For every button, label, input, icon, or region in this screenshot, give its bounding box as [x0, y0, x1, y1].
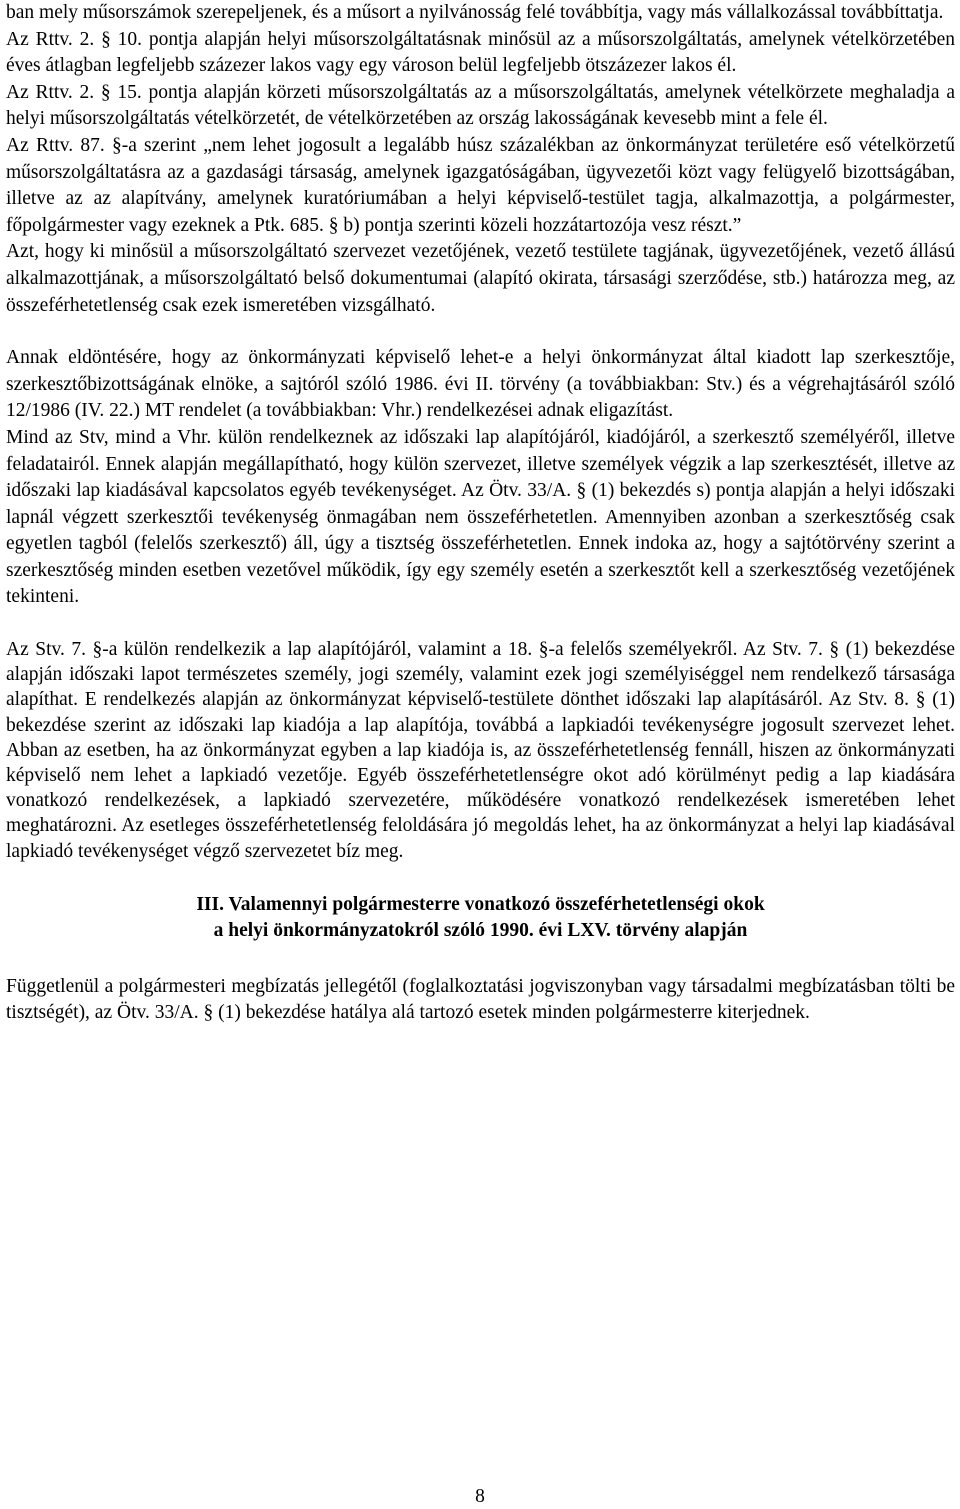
- paragraph-vezeto: Azt, hogy ki minősül a műsorszolgáltató szervezet vezetőjének, vezető testülete tagjának, ügyvezetőjének, vezető állású alkalmazottjának, a műsorszolgáltató belső dokumentumai (alapító okirata, társasági szerződése, stb.) határozza meg, az összeférhetetlenség csak ezek ismeretében vizsgálható.: [6, 241, 955, 316]
- document-page: [6, 0, 955, 1027]
- section-heading-line-2: a helyi önkormányzatokról szóló 1990. évi LXV. törvény alapján: [213, 919, 748, 941]
- paragraph-rttv-15: Az Rttv. 2. § 15. pontja alapján körzeti műsorszolgáltatás az a műsorszolgáltatás, amelynek vételkörzete meghaladja a helyi műsorszolgáltatás vételkörzetét, de vételkörzetében az ország lakosságának kevesebb mint a fele él.: [6, 81, 955, 130]
- paragraph-stv-7: Az Stv. 7. §-a külön rendelkezik a lap alapítójáról, valamint a 18. §-a felelős személyekről. Az Stv. 7. § (1) bekezdése alapján időszaki lapot természetes személy, jogi személy, valamint ezek jogi személyiséggel nem rendelkező társasága alapíthat. E rendelkezés alapján az önkormányzat képviselő-testülete dönthet időszaki lap alapításáról. Az Stv. 8. § (1) bekezdése szerint az időszaki lap kiadója a lap alapítója, továbbá a lapkiadói tevékenységre jogosult szervezet lehet. Abban az esetben, ha az önkormányzat egyben a lap kiadója is, az összeférhetetlenség fennáll, hiszen az önkormányzati képviselő nem lehet a lapkiadó vezetője. Egyéb összeférhetetlenségre okot adó körülményt pedig a lap kiadására vonatkozó rendelkezések, a lapkiadó szervezetére, működésére vonatkozó rendelkezések ismeretében lehet meghatározni. Az esetleges összeférhetetlenség feloldására jó megoldás lehet, ha az önkormányzat a helyi lap kiadásával lapkiadó tevékenységet végző szervezetet bíz meg.: [6, 639, 955, 862]
- section-heading: [6, 892, 955, 944]
- paragraph-rttv-87: Az Rttv. 87. §-a szerint „nem lehet jogosult a legalább húsz százalékban az önkormányzat területére eső vételkörzetű műsorszolgáltatásra az a gazdasági társaság, amelynek igazgatóságában, ügyvezetői közt vagy felügyelő bizottságában, illetve az az alapítvány, amelynek kuratóriumában a helyi képviselő-testület tagja, alkalmazottja, a polgármester, főpolgármester vagy ezeknek a Ptk. 685. § b) pontja szerinti közeli hozzátartozója vesz részt.”: [6, 134, 955, 236]
- section-heading-line-1: III. Valamennyi polgármesterre vonatkozó összeférhetetlenségi okok: [196, 893, 765, 915]
- page-number: 8: [475, 1486, 485, 1507]
- paragraph-stv-vhr: Mind az Stv, mind a Vhr. külön rendelkeznek az időszaki lap alapítójáról, kiadójáról, a szerkesztő személyéről, illetve feladatairól. Ennek alapján megállapítható, hogy külön szervezet, illetve személyek végzik a lap szerkesztését, illetve az időszaki lap kiadásával kapcsolatos egyéb tevékenységet. Az Ötv. 33/A. § (1) bekezdés s) pontja alapján a helyi időszaki lapnál végzett szerkesztői tevékenység önmagában nem összeférhetetlen. Amennyiben azonban a szerkesztőség csak egyetlen tagból (felelős szerkesztő) áll, úgy a tisztség összeférhetetlen. Ennek indoka az, hogy a sajtótörvény szerint a szerkesztőség minden esetben vezetővel működik, így egy személy esetén a szerkesztőt kell a szerkesztőség vezetőjének tekinteni.: [6, 426, 955, 608]
- paragraph-stv-intro: Annak eldöntésére, hogy az önkormányzati képviselő lehet-e a helyi önkormányzat által kiadott lap szerkesztője, szerkesztőbizottságának elnöke, a sajtóról szóló 1986. évi II. törvény (a továbbiakban: Stv.) és a végrehajtásáról szóló 12/1986 (IV. 22.) MT rendelet (a továbbiakban: Vhr.) rendelkezései adnak eligazítást.: [6, 347, 955, 422]
- paragraph-continuation: ban mely műsorszámok szerepeljenek, és a műsort a nyilvánosság felé továbbítja, vagy más vállalkozással továbbíttatja.: [6, 2, 944, 23]
- paragraph-rttv-10: Az Rttv. 2. § 10. pontja alapján helyi műsorszolgáltatásnak minősül az a műsorszolgáltatás, amelynek vételkörzetében éves átlagban legfeljebb százezer lakos vagy egy városon belül legfeljebb ötszázezer lakos él.: [6, 28, 955, 77]
- paragraph-polgarmester: Függetlenül a polgármesteri megbízatás jellegétől (foglalkoztatási jogviszonyban vagy társadalmi megbízatásban tölti be tisztségét), az Ötv. 33/A. § (1) bekezdése hatálya alá tartozó esetek minden polgármesterre kiterjednek.: [6, 975, 955, 1024]
